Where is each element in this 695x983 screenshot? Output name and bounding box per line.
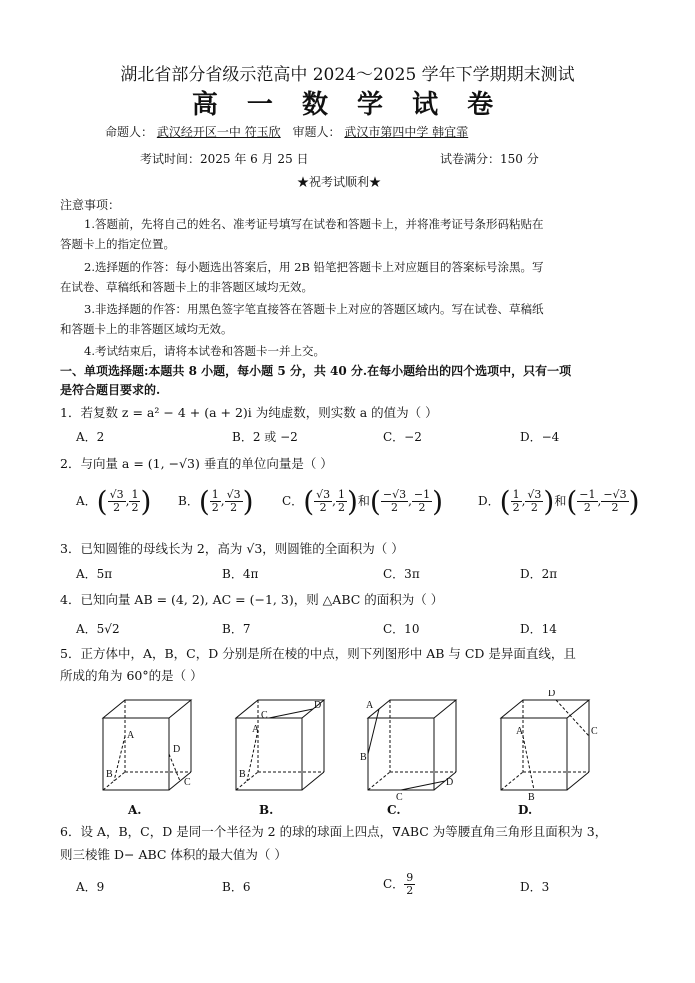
- notice-item3-a: 3.非选择题的作答：用黑色签字笔直接答在答题卡上对应的答题区域内。写在试卷、草稿纸: [84, 302, 544, 316]
- fig-a-point-a: A: [127, 730, 135, 741]
- notice-item2-a: 2.选择题的作答：每小题选出答案后，用 2B 铅笔把答题卡上对应题目的答案标号涂黑。写: [84, 260, 544, 274]
- q4-option-d: D．14: [520, 622, 557, 636]
- fig-a-point-b: B: [106, 769, 113, 780]
- fig-d-point-c: C: [591, 726, 598, 737]
- q1-stem: 1．若复数 z = a² − 4 + (a + 2)i 为纯虚数，则实数 a 的值为（ ）: [60, 405, 438, 420]
- title-line-1: 湖北省部分省级示范高中 2024～2025 学年下学期期末测试: [120, 65, 575, 85]
- q2-option-d: D．( $\frac{1}{2}$ , $\frac{√3}{2}$ )和( $\frac{-1}{2}$ , $\frac{-√3}{2}$ ): [478, 485, 640, 518]
- q3-option-a: A．5π: [76, 567, 113, 581]
- cube-figure-c: [360, 700, 456, 803]
- cube-figure-b: [236, 700, 324, 790]
- fig-d-point-d: D: [548, 690, 556, 699]
- notice-item4: 4.考试结束后，请将本试卷和答题卡一并上交。: [84, 344, 325, 358]
- fig-b-point-c: C: [261, 710, 268, 721]
- q5-stem-b: 所成的角为 60°的是（ ）: [60, 668, 203, 683]
- fig-d-point-a: A: [516, 726, 524, 737]
- cube-figure-d: [501, 690, 598, 803]
- author-2: 武汉市第四中学 韩宜霏: [344, 125, 469, 139]
- q6-option-d: D．3: [520, 880, 550, 894]
- title-line-2: 高 一 数 学 试 卷: [191, 90, 504, 120]
- fig-b-point-d: D: [314, 700, 322, 711]
- fig-label-d: D.: [518, 803, 533, 817]
- notice-item2-b: 在试卷、草稿纸和答题卡上的非答题区域均无效。: [60, 280, 313, 294]
- q4-option-a: A．5√2: [76, 622, 120, 636]
- q2-d-label: D．: [478, 494, 500, 508]
- fig-a-point-c: C: [184, 777, 191, 788]
- author-label-1: 命题人：: [105, 125, 154, 139]
- q1-option-a: A．2: [76, 430, 105, 444]
- q6-option-c: C． $\frac{9}{2}$: [383, 871, 414, 897]
- authors-line: [105, 123, 468, 140]
- fig-b-point-b: B: [239, 769, 246, 780]
- q3-option-d: D．2π: [520, 567, 558, 581]
- q1-option-c: C．−2: [383, 430, 422, 444]
- notice-item1-b: 答题卡上的指定位置。: [60, 237, 175, 251]
- fig-label-b: B.: [259, 803, 274, 817]
- q2-option-c: C．( $\frac{√3}{2}$ , $\frac{1}{2}$ )和( $\frac{-√3}{2}$ , $\frac{-1}{2}$ ): [282, 485, 444, 518]
- q4-stem: 4．已知向量 AB = (4, 2), AC = (−1, 3)，则 △ABC 的面积为（ ）: [60, 592, 444, 607]
- fig-c-point-b: B: [360, 752, 367, 763]
- notice-heading: 注意事项：: [60, 198, 121, 212]
- q2-b-label: B．: [178, 494, 199, 508]
- notice-item1-a: 1.答题前，先将自己的姓名、准考证号填写在试卷和答题卡上，并将准考证号条形码粘贴在: [84, 217, 544, 231]
- section1-line-a: 一、单项选择题:本题共 8 小题，每小题 5 分，共 40 分.在每小题给出的四个选项中，只有一项: [60, 364, 572, 378]
- fig-label-a: A.: [128, 803, 142, 817]
- q3-option-c: C．3π: [383, 567, 420, 581]
- q4-option-b: B．7: [222, 622, 251, 636]
- q2-a-label: A．: [76, 494, 97, 508]
- fig-a-point-d: D: [173, 744, 181, 755]
- exam-time: 考试时间：2025 年 6 月 25 日: [140, 152, 309, 166]
- fig-c-point-d: D: [446, 777, 454, 788]
- q1-option-d: D．−4: [520, 430, 560, 444]
- q2-c-label: C．: [282, 494, 304, 508]
- q2-option-a: A．( $\frac{√3}{2}$ , $\frac{1}{2}$ ): [76, 485, 152, 518]
- q1-option-b: B．2 或 −2: [232, 430, 298, 444]
- fig-c-point-c: C: [396, 792, 403, 803]
- q2-option-b: B．( $\frac{1}{2}$ , $\frac{√3}{2}$ ): [178, 485, 254, 518]
- q5-figures: [95, 690, 615, 820]
- q6-option-a: A．9: [76, 880, 105, 894]
- full-score: 试卷满分：150 分: [440, 152, 539, 166]
- fig-d-point-b: B: [528, 792, 535, 803]
- fig-c-point-a: A: [366, 700, 374, 711]
- q4-option-c: C．10: [383, 622, 420, 636]
- q3-option-b: B．4π: [222, 567, 259, 581]
- q3-stem: 3．已知圆锥的母线长为 2，高为 √3，则圆锥的全面积为（ ）: [60, 541, 404, 556]
- q6-option-b: B．6: [222, 880, 251, 894]
- cube-figure-a: [103, 700, 191, 790]
- q6-stem-b: 则三棱锥 D− ABC 体积的最大值为（ ）: [60, 847, 287, 862]
- section1-line-b: 是符合题目要求的.: [60, 383, 161, 397]
- fig-label-c: C.: [387, 803, 401, 817]
- author-label-2: 审题人：: [292, 125, 341, 139]
- q6-stem-a: 6．设 A，B，C，D 是同一个半径为 2 的球的球面上四点，∇ABC 为等腰直角三角形且面积为 3，: [60, 824, 608, 839]
- fig-b-point-a: A: [252, 724, 260, 735]
- notice-item3-b: 和答题卡上的非答题区域均无效。: [60, 322, 233, 336]
- q2-stem: 2．与向量 a = (1, −√3) 垂直的单位向量是（ ）: [60, 456, 333, 471]
- wish-text: ★祝考试顺利★: [297, 175, 382, 189]
- q5-stem-a: 5．正方体中，A，B，C，D 分别是所在棱的中点，则下列图形中 AB 与 CD 是异面直线，且: [60, 646, 576, 661]
- author-1: 武汉经开区一中 符玉欣: [156, 125, 281, 139]
